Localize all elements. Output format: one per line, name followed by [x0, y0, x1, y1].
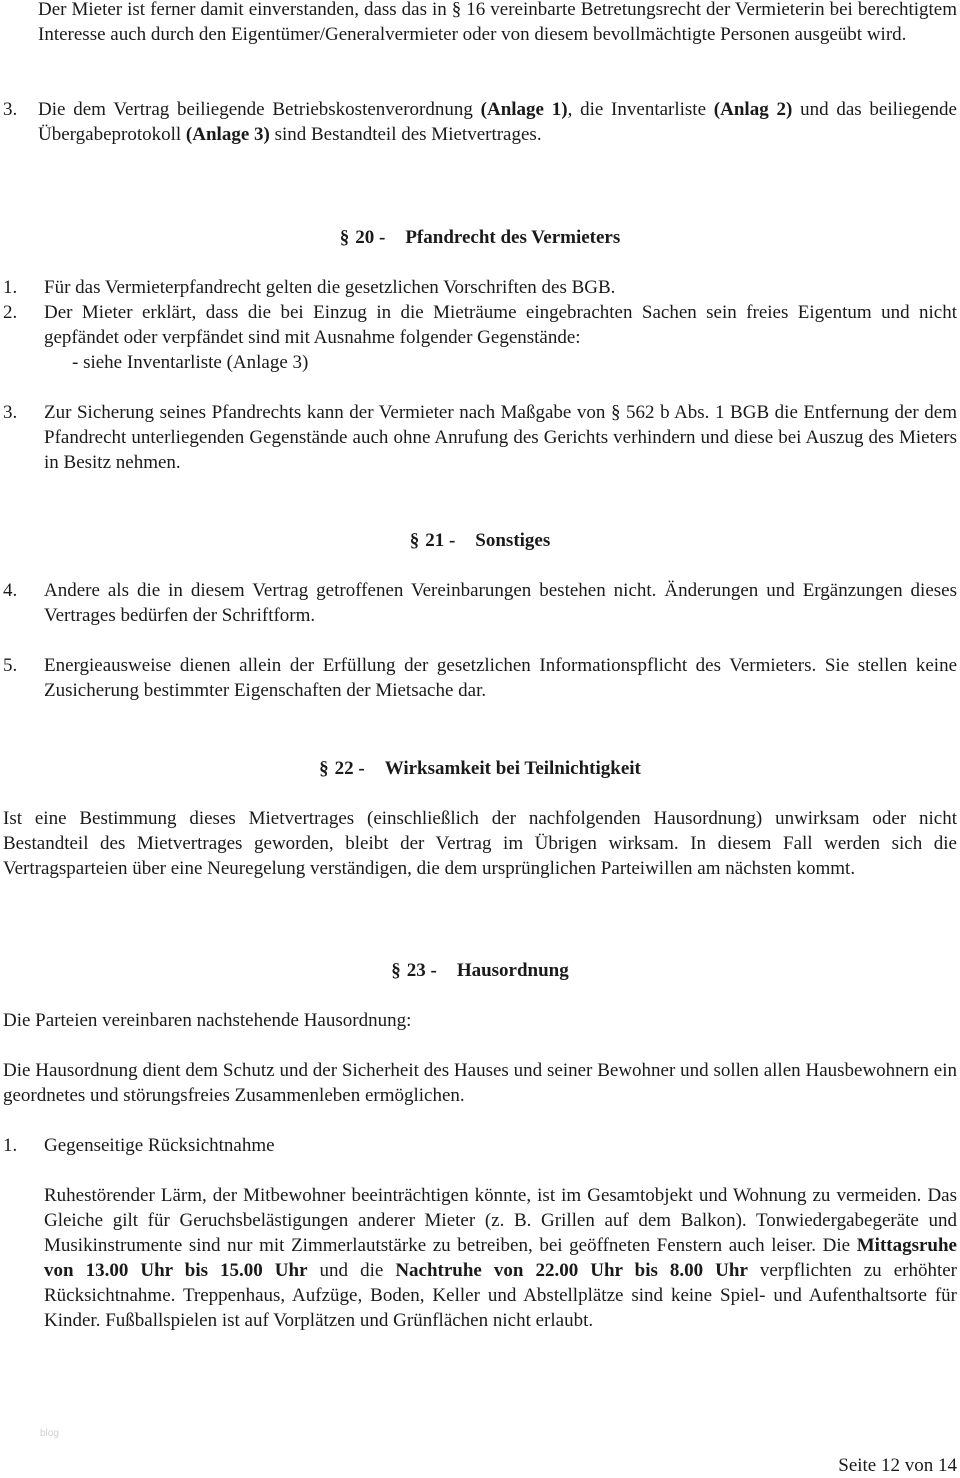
page-footer: Seite 12 von 14: [838, 1455, 957, 1476]
section-22-heading: § 22 - Wirksamkeit bei Teilnichtigkeit: [319, 758, 641, 779]
item-number: 2.: [3, 302, 18, 323]
s21-item-5: Energieausweise dienen allein der Erfüllung der gesetzlichen Informationspflicht des Vermieters. Sie stellen keine Zusicherung bestimmter Eigenschaften der Mietsache dar.: [44, 655, 957, 701]
s23-item-1-heading: Gegenseitige Rücksichtnahme: [44, 1135, 275, 1156]
section-23-heading: § 23 - Hausordnung: [391, 960, 569, 981]
item-number: 5.: [3, 655, 18, 676]
s23-intro: Die Parteien vereinbaren nachstehende Hausordnung:: [3, 1010, 412, 1031]
section-21-heading: § 21 - Sonstiges: [409, 530, 551, 551]
s23-item-1-text: Ruhestörender Lärm, der Mitbewohner beeinträchtigen könnte, ist im Gesamtobjekt und Wohnung zu vermeiden. Das Gleiche gilt für Geruchsbelästigungen anderer Mieter (z. B. Grillen auf dem Balkon). Tonwiedergabegeräte und Musikinstrumente sind nur mit Zimmerlautstärke zu betreiben, bei geöffneten Fenstern auch leiser. Die Mittagsruhe von 13.00 Uhr bis 15.00 Uhr und die Nachtruhe von 22.00 Uhr bis 8.00 Uhr verpflichten zu erhöhter Rücksichtnahme. Treppenhaus, Aufzüge, Boden, Keller und Abstellplätze sind keine Spiel- und Aufenthaltsorte für Kinder. Fußballspielen ist auf Vorplätzen und Grünflächen nicht erlaubt.: [44, 1185, 957, 1331]
s20-item-3: Zur Sicherung seines Pfandrechts kann der Vermieter nach Maßgabe von § 562 b Abs. 1 BGB die Entfernung der dem Pfandrecht unterliegenden Gegenstände auch ohne Anrufung des Gerichts verhindern und diese bei Auszug des Mieters in Besitz nehmen.: [44, 402, 957, 473]
s20-item-1: Für das Vermieterpfandrecht gelten die gesetzlichen Vorschriften des BGB.: [44, 277, 616, 298]
item-number: 1.: [3, 277, 18, 298]
section-20-heading: § 20 - Pfandrecht des Vermieters: [339, 227, 621, 248]
item-number: 3.: [3, 402, 18, 423]
item-number: 1.: [3, 1135, 18, 1156]
watermark: blog: [40, 1428, 59, 1439]
s21-item-4: Andere als die in diesem Vertrag getroffenen Vereinbarungen bestehen nicht. Änderungen und Ergänzungen dieses Vertrages bedürfen der Schriftform.: [44, 580, 957, 626]
s20-item-2-sub: - siehe Inventarliste (Anlage 3): [72, 352, 309, 373]
s20-item-2: Der Mieter erklärt, dass die bei Einzug in die Mieträume eingebrachten Sachen sein freies Eigentum und nicht gepfändet oder verpfändet sind mit Ausnahme folgender Gegenstände:: [44, 302, 957, 348]
item-number: 3.: [3, 99, 18, 120]
item-number: 4.: [3, 580, 18, 601]
s23-purpose: Die Hausordnung dient dem Schutz und der Sicherheit des Hauses und seiner Bewohner und sollen allen Hausbewohnern ein geordnetes und störungsfreies Zusammenleben ermöglichen.: [3, 1060, 957, 1106]
s22-paragraph: Ist eine Bestimmung dieses Mietvertrages (einschließlich der nachfolgenden Hausordnung) unwirksam oder nicht Bestandteil des Mietvertrages geworden, bleibt der Vertrag im Übrigen wirksam. In diesem Fall werden sich die Vertragsparteien über eine Neuregelung verständigen, die dem ursprünglichen Parteiwillen am nächsten kommt.: [3, 808, 957, 879]
intro-paragraph: Der Mieter ist ferner damit einverstanden, dass das in § 16 vereinbarte Betretungsrecht der Vermieterin bei berechtigtem Interesse auch durch den Eigentümer/Generalvermieter oder von diesem bevollmächtigte Personen ausgeübt wird.: [38, 0, 957, 45]
item-3-text: Die dem Vertrag beiliegende Betriebskostenverordnung (Anlage 1), die Inventarliste (Anlag 2) und das beiliegende Übergabeprotokoll (Anlage 3) sind Bestandteil des Mietvertrages.: [38, 99, 957, 145]
